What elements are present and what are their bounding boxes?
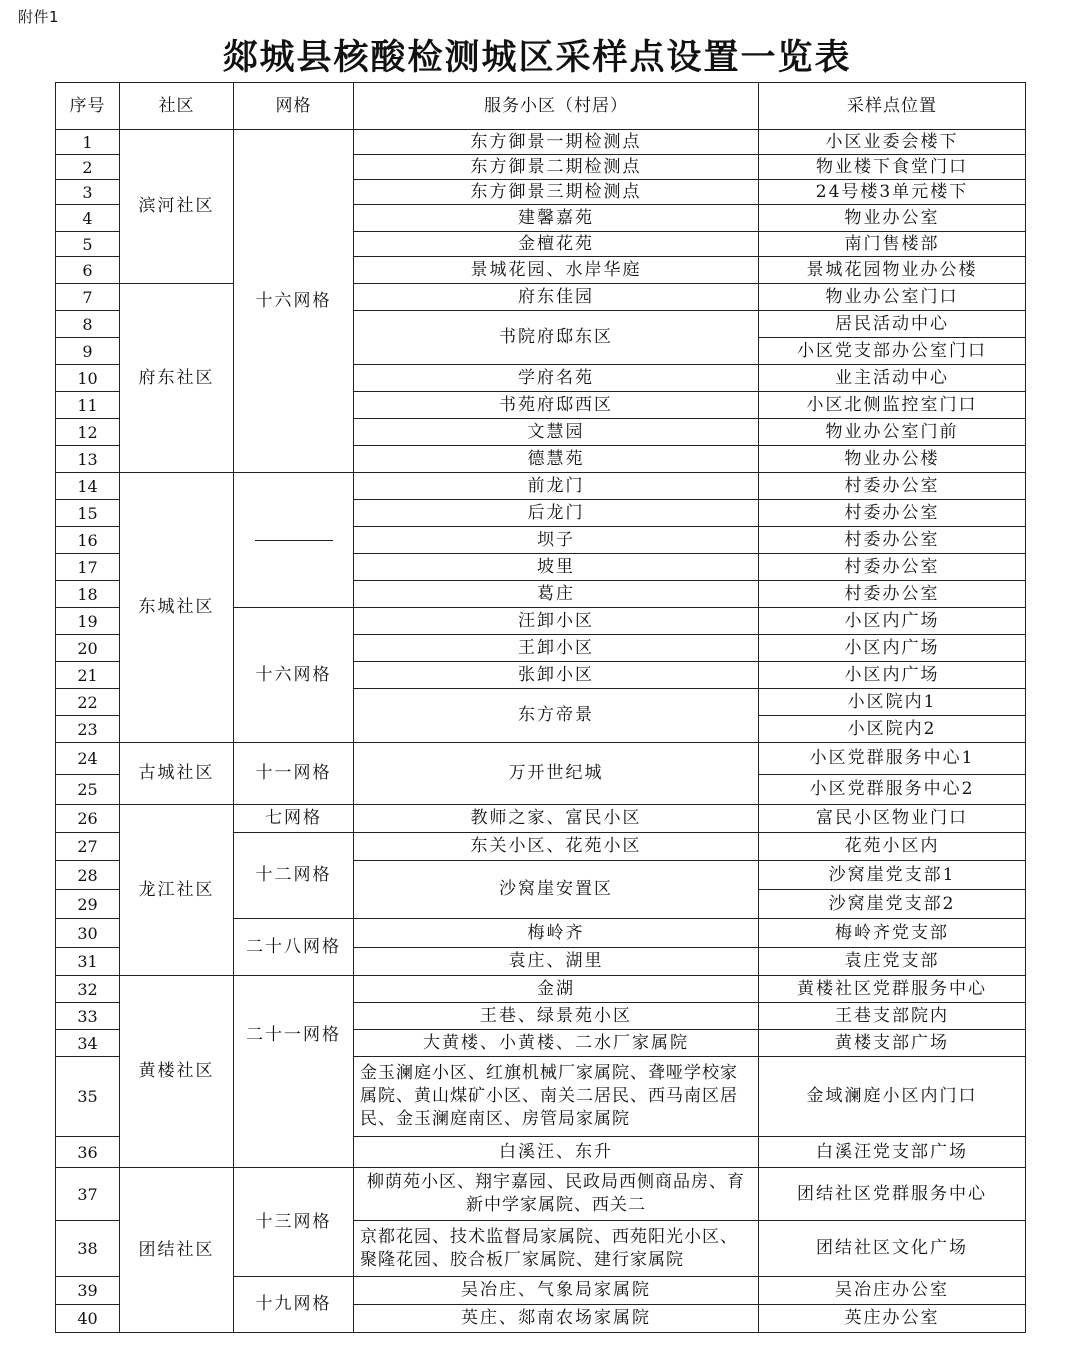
grid-cell: 二十八网格 xyxy=(234,919,354,976)
row-no: 14 xyxy=(56,473,120,500)
attachment-label: 附件1 xyxy=(18,8,60,26)
location-cell: 村委办公室 xyxy=(759,473,1026,500)
row-no: 28 xyxy=(56,861,120,890)
area-cell: 金湖 xyxy=(354,976,759,1003)
row-no: 4 xyxy=(56,205,120,232)
row-no: 25 xyxy=(56,775,120,805)
area-cell: 白溪汪、东升 xyxy=(354,1137,759,1168)
table-row xyxy=(56,805,1026,833)
row-no: 31 xyxy=(56,948,120,976)
area-cell: 袁庄、湖里 xyxy=(354,948,759,976)
location-cell: 小区业委会楼下 xyxy=(759,130,1026,155)
table-row xyxy=(56,284,1026,311)
location-cell: 梅岭齐党支部 xyxy=(759,919,1026,948)
row-no: 10 xyxy=(56,365,120,392)
table-row xyxy=(56,130,1026,155)
location-cell: 小区内广场 xyxy=(759,662,1026,689)
location-cell: 小区党群服务中心1 xyxy=(759,743,1026,775)
area-cell: 书苑府邸西区 xyxy=(354,392,759,419)
row-no: 19 xyxy=(56,608,120,635)
location-cell: 沙窝崖党支部1 xyxy=(759,861,1026,890)
location-cell: 物业楼下食堂门口 xyxy=(759,155,1026,180)
location-cell: 黄楼社区党群服务中心 xyxy=(759,976,1026,1003)
location-cell: 村委办公室 xyxy=(759,581,1026,608)
location-cell: 富民小区物业门口 xyxy=(759,805,1026,833)
area-cell: 坡里 xyxy=(354,554,759,581)
location-cell: 小区内广场 xyxy=(759,608,1026,635)
community-cell: 黄楼社区 xyxy=(120,976,234,1168)
row-no: 7 xyxy=(56,284,120,311)
area-cell: 柳荫苑小区、翔宇嘉园、民政局西侧商品房、育新中学家属院、西关二 xyxy=(354,1168,759,1221)
row-no: 36 xyxy=(56,1137,120,1168)
area-cell: 金玉澜庭小区、红旗机械厂家属院、聋哑学校家属院、黄山煤矿小区、南关二居民、西马南区居民、金玉澜庭南区、房管局家属院 xyxy=(354,1057,759,1137)
location-cell: 英庄办公室 xyxy=(759,1305,1026,1333)
header-grid: 网格 xyxy=(234,83,354,130)
row-no: 5 xyxy=(56,232,120,257)
page-title: 郯城县核酸检测城区采样点设置一览表 xyxy=(222,38,852,78)
grid-cell: 十九网格 xyxy=(234,1277,354,1333)
grid-cell: 十六网格 xyxy=(234,130,354,473)
grid-cell-empty xyxy=(234,473,354,608)
location-cell: 小区北侧监控室门口 xyxy=(759,392,1026,419)
area-cell: 英庄、郯南农场家属院 xyxy=(354,1305,759,1333)
location-cell: 物业办公楼 xyxy=(759,446,1026,473)
area-cell: 吴冶庄、气象局家属院 xyxy=(354,1277,759,1305)
header-location: 采样点位置 xyxy=(759,83,1026,130)
row-no: 16 xyxy=(56,527,120,554)
location-cell: 物业办公室门口 xyxy=(759,284,1026,311)
area-cell: 万开世纪城 xyxy=(354,743,759,805)
table-row xyxy=(56,976,1026,1003)
location-cell: 小区党支部办公室门口 xyxy=(759,338,1026,365)
location-cell: 业主活动中心 xyxy=(759,365,1026,392)
location-cell: 物业办公室 xyxy=(759,205,1026,232)
community-cell: 古城社区 xyxy=(120,743,234,805)
grid-cell: 十二网格 xyxy=(234,833,354,919)
location-cell: 袁庄党支部 xyxy=(759,948,1026,976)
location-cell: 景城花园物业办公楼 xyxy=(759,257,1026,284)
row-no: 32 xyxy=(56,976,120,1003)
area-cell: 东方帝景 xyxy=(354,689,759,743)
location-cell: 白溪汪党支部广场 xyxy=(759,1137,1026,1168)
header-no: 序号 xyxy=(56,83,120,130)
row-no: 15 xyxy=(56,500,120,527)
row-no: 12 xyxy=(56,419,120,446)
area-cell: 德慧苑 xyxy=(354,446,759,473)
location-cell: 物业办公室门前 xyxy=(759,419,1026,446)
row-no: 38 xyxy=(56,1221,120,1277)
area-cell: 后龙门 xyxy=(354,500,759,527)
row-no: 11 xyxy=(56,392,120,419)
table-row xyxy=(56,1168,1026,1221)
row-no: 33 xyxy=(56,1003,120,1030)
community-cell: 滨河社区 xyxy=(120,130,234,284)
row-no: 6 xyxy=(56,257,120,284)
community-cell: 府东社区 xyxy=(120,284,234,473)
row-no: 34 xyxy=(56,1030,120,1057)
location-cell: 金域澜庭小区内门口 xyxy=(759,1057,1026,1137)
location-cell: 村委办公室 xyxy=(759,554,1026,581)
row-no: 35 xyxy=(56,1057,120,1137)
area-cell: 大黄楼、小黄楼、二水厂家属院 xyxy=(354,1030,759,1057)
grid-cell: 十三网格 xyxy=(234,1168,354,1277)
community-cell: 龙江社区 xyxy=(120,805,234,976)
location-cell: 沙窝崖党支部2 xyxy=(759,890,1026,919)
row-no: 39 xyxy=(56,1277,120,1305)
area-cell: 建馨嘉苑 xyxy=(354,205,759,232)
table-row xyxy=(56,473,1026,500)
row-no: 3 xyxy=(56,180,120,205)
community-cell: 东城社区 xyxy=(120,473,234,743)
area-cell: 东关小区、花苑小区 xyxy=(354,833,759,861)
grid-cell: 二十一网格 xyxy=(234,976,354,1168)
location-cell: 村委办公室 xyxy=(759,527,1026,554)
area-cell: 文慧园 xyxy=(354,419,759,446)
area-cell: 景城花园、水岸华庭 xyxy=(354,257,759,284)
area-cell: 教师之家、富民小区 xyxy=(354,805,759,833)
location-cell: 小区院内1 xyxy=(759,689,1026,716)
area-cell: 坝子 xyxy=(354,527,759,554)
row-no: 21 xyxy=(56,662,120,689)
location-cell: 24号楼3单元楼下 xyxy=(759,180,1026,205)
row-no: 23 xyxy=(56,716,120,743)
location-cell: 花苑小区内 xyxy=(759,833,1026,861)
location-cell: 居民活动中心 xyxy=(759,311,1026,338)
row-no: 24 xyxy=(56,743,120,775)
area-cell: 学府名苑 xyxy=(354,365,759,392)
row-no: 26 xyxy=(56,805,120,833)
row-no: 1 xyxy=(56,130,120,155)
grid-cell: 十一网格 xyxy=(234,743,354,805)
row-no: 29 xyxy=(56,890,120,919)
area-cell: 王卸小区 xyxy=(354,635,759,662)
area-cell: 京都花园、技术监督局家属院、西苑阳光小区、聚隆花园、胶合板厂家属院、建行家属院 xyxy=(354,1221,759,1277)
area-cell: 汪卸小区 xyxy=(354,608,759,635)
row-no: 22 xyxy=(56,689,120,716)
area-cell: 沙窝崖安置区 xyxy=(354,861,759,919)
area-cell: 葛庄 xyxy=(354,581,759,608)
row-no: 9 xyxy=(56,338,120,365)
row-no: 30 xyxy=(56,919,120,948)
area-cell: 东方御景一期检测点 xyxy=(354,130,759,155)
location-cell: 团结社区党群服务中心 xyxy=(759,1168,1026,1221)
table-row xyxy=(56,743,1026,775)
community-cell: 团结社区 xyxy=(120,1168,234,1333)
area-cell: 府东佳园 xyxy=(354,284,759,311)
row-no: 8 xyxy=(56,311,120,338)
area-cell: 王巷、绿景苑小区 xyxy=(354,1003,759,1030)
location-cell: 黄楼支部广场 xyxy=(759,1030,1026,1057)
location-cell: 小区院内2 xyxy=(759,716,1026,743)
row-no: 27 xyxy=(56,833,120,861)
location-cell: 小区党群服务中心2 xyxy=(759,775,1026,805)
row-no: 37 xyxy=(56,1168,120,1221)
dash-line xyxy=(255,540,333,541)
sampling-sites-table xyxy=(55,82,1026,1333)
area-cell: 东方御景三期检测点 xyxy=(354,180,759,205)
row-no: 20 xyxy=(56,635,120,662)
area-cell: 东方御景二期检测点 xyxy=(354,155,759,180)
area-cell: 张卸小区 xyxy=(354,662,759,689)
location-cell: 王巷支部院内 xyxy=(759,1003,1026,1030)
row-no: 40 xyxy=(56,1305,120,1333)
area-cell: 梅岭齐 xyxy=(354,919,759,948)
row-no: 18 xyxy=(56,581,120,608)
location-cell: 团结社区文化广场 xyxy=(759,1221,1026,1277)
row-no: 17 xyxy=(56,554,120,581)
area-cell: 书院府邸东区 xyxy=(354,311,759,365)
table-header-row xyxy=(56,83,1026,130)
row-no: 13 xyxy=(56,446,120,473)
area-cell: 金檀花苑 xyxy=(354,232,759,257)
row-no: 2 xyxy=(56,155,120,180)
location-cell: 小区内广场 xyxy=(759,635,1026,662)
area-cell: 前龙门 xyxy=(354,473,759,500)
header-area: 服务小区（村居） xyxy=(354,83,759,130)
location-cell: 村委办公室 xyxy=(759,500,1026,527)
header-community: 社区 xyxy=(120,83,234,130)
location-cell: 南门售楼部 xyxy=(759,232,1026,257)
grid-cell: 十六网格 xyxy=(234,608,354,743)
grid-cell: 七网格 xyxy=(234,805,354,833)
location-cell: 吴冶庄办公室 xyxy=(759,1277,1026,1305)
